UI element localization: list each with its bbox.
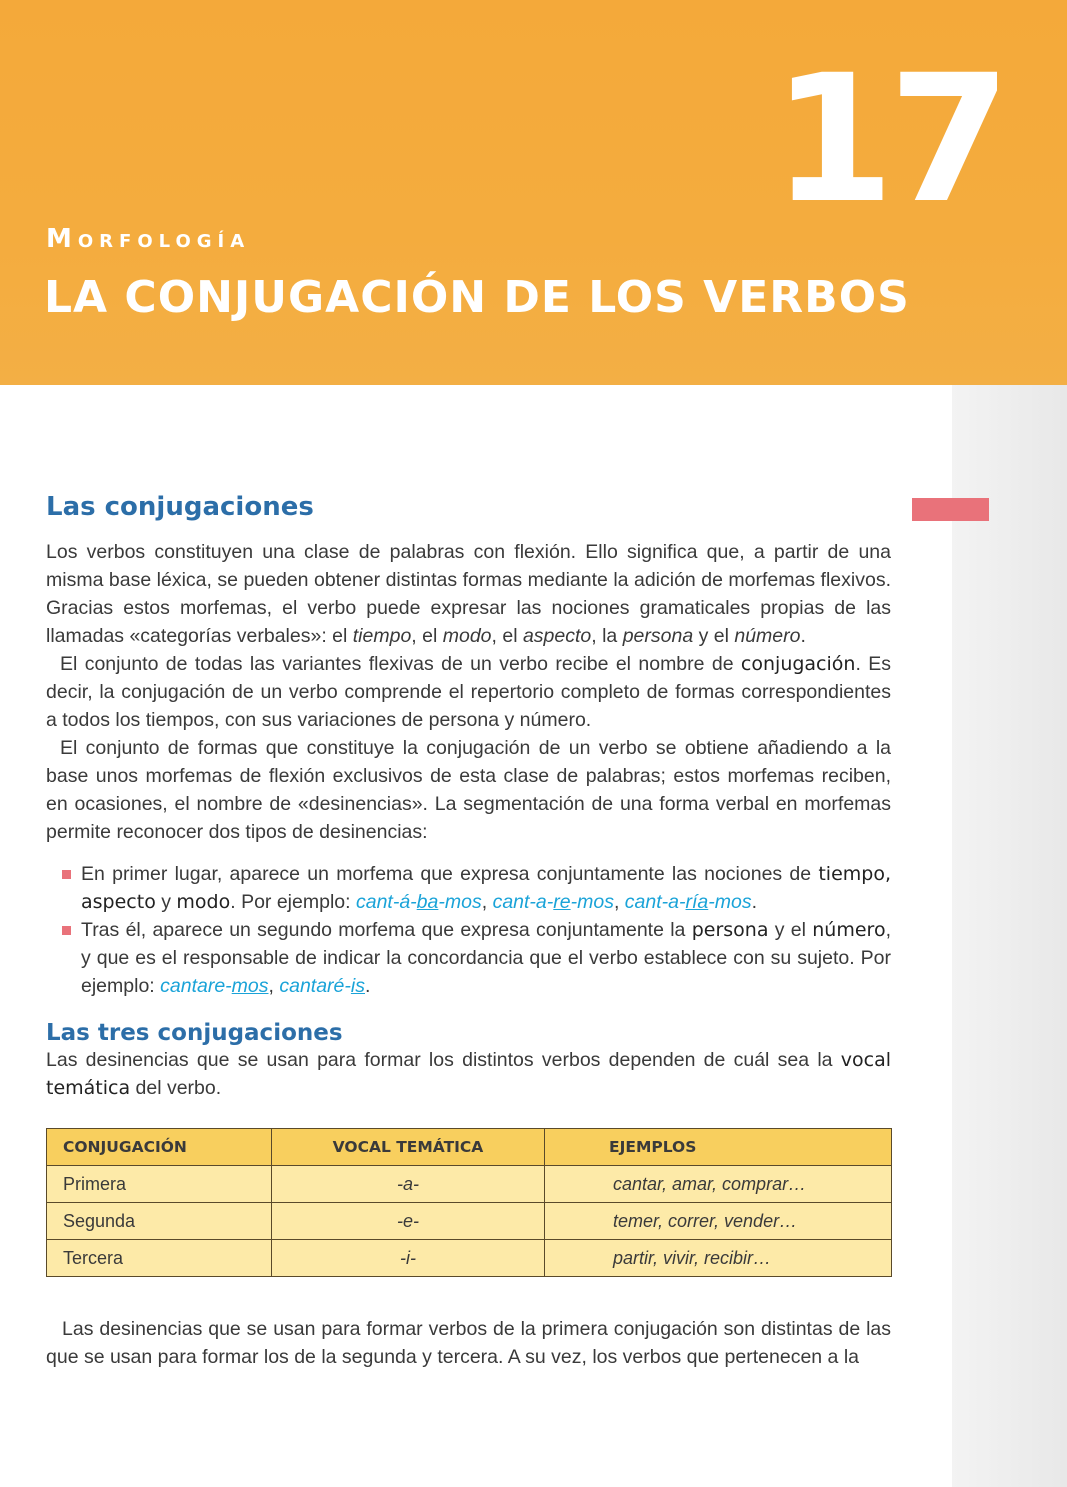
paragraph-3: El conjunto de formas que constituye la conjugación de un verbo se obtiene añadiendo a la base unos morfemas de flexión exclusivos de esta clase de palabras; estos morfemas reciben, en ocasiones, el nombre de «desinencias». La segmentación de una forma verbal en morfemas permite reconocer dos tipos de desinencias: xyxy=(46,737,891,843)
paragraph-2: El conjunto de todas las variantes flexivas de un verbo recibe el nombre de conjugación. Es decir, la conjugación de un verbo comprende el repertorio completo de formas correspondientes a todos los tiempos, con sus variaciones de persona y número. xyxy=(46,653,891,731)
table-cell: cantar, amar, comprar… xyxy=(545,1166,892,1203)
chapter-number: 17 xyxy=(772,37,1005,242)
keyword: conjugación xyxy=(740,653,856,675)
conjugation-table xyxy=(46,1128,892,1277)
table-row xyxy=(47,1240,892,1277)
table-row xyxy=(47,1203,892,1240)
example: cant-á-ba-mos xyxy=(355,891,482,913)
table-cell: Tercera xyxy=(47,1240,272,1277)
chapter-title: LA CONJUGACIÓN DE LOS VERBOS xyxy=(44,272,910,323)
table-cell: -e- xyxy=(272,1203,545,1240)
keyword: vocal temática xyxy=(46,1049,891,1099)
section-marker xyxy=(912,498,989,521)
square-bullet-icon xyxy=(62,870,71,879)
desinence-list xyxy=(46,860,891,1000)
example: cant-a-ría-mos xyxy=(624,891,752,913)
example: cantare-mos xyxy=(160,975,269,997)
subsection-intro: Las desinencias que se usan para formar los distintos verbos dependen de cuál sea la vocal temática del verbo. xyxy=(46,1049,891,1099)
column-header: EJEMPLOS xyxy=(545,1129,892,1166)
list-item: En primer lugar, aparece un morfema que expresa conjuntamente las nociones de tiempo, aspecto y modo. Por ejemplo: cant-á-ba-mos, cant-a-re-mos, cant-a-ría-mos. xyxy=(46,860,891,916)
table-cell: Primera xyxy=(47,1166,272,1203)
list-item: Tras él, aparece un segundo morfema que expresa conjuntamente la persona y el número, y que es el responsable de indicar la concordancia que el verbo establece con su sujeto. Por ejemplo: cantare-mos, cantaré-is. xyxy=(46,916,891,1000)
table-cell: Segunda xyxy=(47,1203,272,1240)
table-cell: partir, vivir, recibir… xyxy=(545,1240,892,1277)
table-cell: -i- xyxy=(272,1240,545,1277)
paragraph-1: Los verbos constituyen una clase de palabras con flexión. Ello significa que, a partir de una misma base léxica, se pueden obtener distintas formas mediante la adición de morfemas flexivos. Gracias estos morfemas, el verbo puede expresar las nociones gramaticales propias de las llamadas «categorías verbales»: el tiempo, el modo, el aspecto, la persona y el número. xyxy=(46,541,891,647)
column-header: VOCAL TEMÁTICA xyxy=(272,1129,545,1166)
table-row xyxy=(47,1166,892,1203)
example: cantaré-is xyxy=(279,975,365,997)
page-content xyxy=(46,492,891,1371)
chapter-header xyxy=(0,0,1067,385)
square-bullet-icon xyxy=(62,926,71,935)
section-heading: Las conjugaciones xyxy=(46,492,314,522)
table-header-row xyxy=(47,1129,892,1166)
subsection-heading: Las tres conjugaciones xyxy=(46,1020,343,1046)
table-cell: temer, correr, vender… xyxy=(545,1203,892,1240)
closing-paragraph: Las desinencias que se usan para formar verbos de la primera conjugación son distintas de las que se usan para formar los de la segunda y tercera. A su vez, los verbos que pertenecen a la xyxy=(46,1318,891,1368)
table-cell: -a- xyxy=(272,1166,545,1203)
section-label: Morfología xyxy=(46,224,251,254)
column-header: CONJUGACIÓN xyxy=(47,1129,272,1166)
example: cant-a-re-mos xyxy=(492,891,614,913)
side-margin-band xyxy=(952,385,1067,1487)
